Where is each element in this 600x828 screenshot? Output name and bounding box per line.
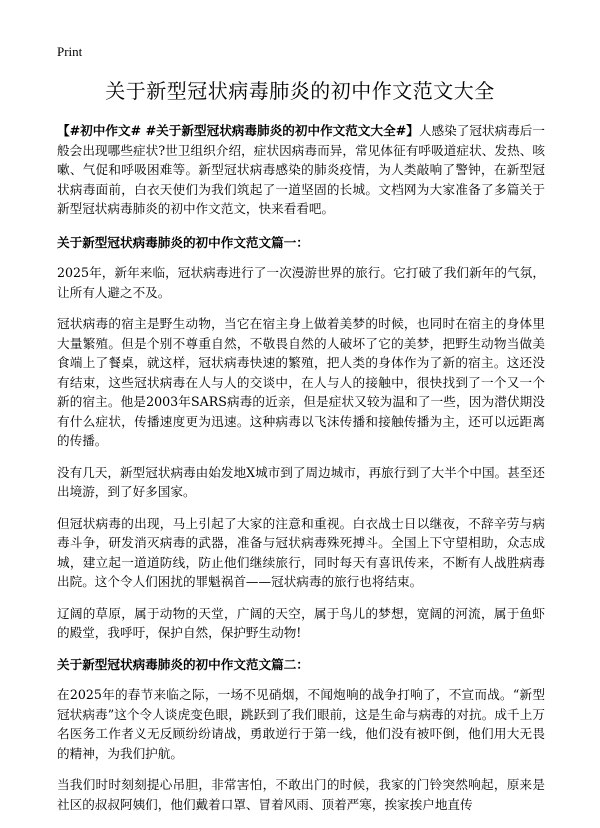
section-heading-2: 关于新型冠状病毒肺炎的初中作文范文篇二：	[57, 656, 309, 672]
article-body	[57, 121, 545, 826]
paragraph: 但冠状病毒的出现，马上引起了大家的注意和重视。白衣战士日以继夜，不辞辛劳与病毒斗争，研发消灭病毒的武器，准备与冠状病毒殊死搏斗。全国上下守望相助，众志成城，建立起一道道防线，防止他们继续旅行，同时每天有喜讯传来，不断有人战胜病毒出院。这个令人们困扰的罪魁祸首——冠状病毒的旅行也将结束。	[57, 515, 545, 589]
paragraph: 当我们时时刻刻提心吊胆，非常害怕，不敢出门的时候，我家的门铃突然响起，原来是社区的叔叔阿姨们，他们戴着口罩、冒着风雨、顶着严寒，挨家挨户地直传	[57, 777, 545, 812]
page-title: 关于新型冠状病毒肺炎的初中作文范文大全	[105, 79, 495, 103]
paragraph: 2025年，新年来临，冠状病毒进行了一次漫游世界的旅行。它打破了我们新年的气氛，让所有人避之不及。	[57, 265, 545, 300]
intro-text: 人感染了冠状病毒后一般会出现哪些症状?世卫组织介绍，症状因病毒而异，常见体征有呼吸道症状、发热、咳嗽、气促和呼吸困难等。新型冠状病毒感染的肺炎疫情，为人类敲响了警钟，在新型冠状病毒面前，白衣天使们为我们筑起了一道坚固的长城。文档网为大家准备了多篇关于新型冠状病毒肺炎的初中作文范文，快来看看吧。	[57, 123, 546, 216]
section-heading-1: 关于新型冠状病毒肺炎的初中作文范文篇一：	[57, 234, 309, 250]
intro-tag: 【#初中作文# #关于新型冠状病毒肺炎的初中作文范文大全#】	[57, 123, 419, 138]
paragraph: 冠状病毒的宿主是野生动物，当它在宿主身上做着美梦的时候，也同时在宿主的身体里大量繁殖。但是个别不尊重自然，不敬畏自然的人破坏了它的美梦，把野生动物当做美食端上了餐桌，就这样，冠状病毒快速的繁殖，把人类的身体作为了新的宿主。这还没有结束，这些冠状病毒在人与人的交谈中，在人与人的接触中，很快找到了一个又一个新的宿主。他是2003年SARS病毒的近亲，但是症状又较为温和了一些，因为潜伏期没有什么症状，传播速度更为迅速。这种病毒以飞沫传播和接触传播为主，还可以远距离的传播。	[57, 316, 545, 448]
paragraph: 在2025年的春节来临之际，一场不见硝烟，不闻炮响的战争打响了，不宣而战。“新型冠状病毒”这个令人谈虎变色眼，跳跃到了我们眼前，这是生命与病毒的对抗。成千上万名医务工作者义无反顾纷纷请战，勇敢逆行于第一线，他们没有被吓倒，他们用大无畏的精神，为我们护航。	[57, 687, 545, 761]
print-link[interactable]: Print	[57, 44, 83, 59]
paragraph: 没有几天，新型冠状病毒由始发地X城市到了周边城市，再旅行到了大半个中国。甚至还出境游，到了好多国家。	[57, 464, 545, 499]
paragraph: 辽阔的草原，属于动物的天堂，广阔的天空，属于鸟儿的梦想，宽阔的河流，属于鱼虾的殿堂，我呼吁，保护自然，保护野生动物!	[57, 605, 545, 640]
intro-paragraph	[57, 121, 545, 219]
